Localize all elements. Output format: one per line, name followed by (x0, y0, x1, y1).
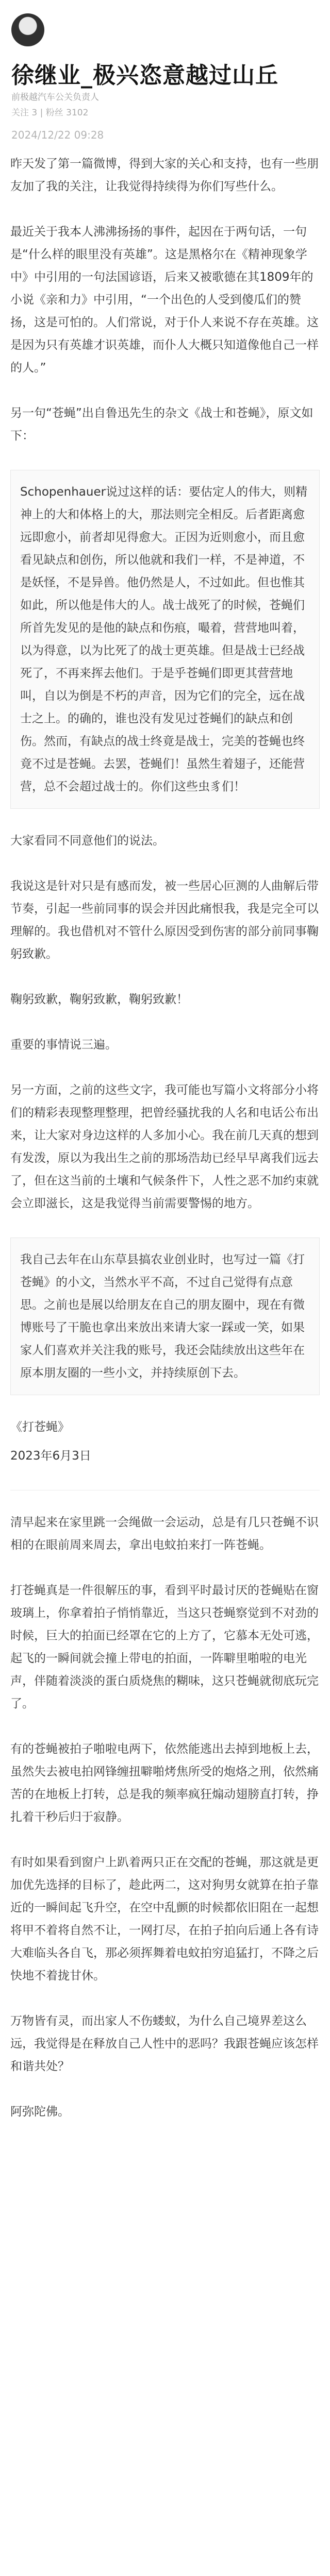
author-stats: 关注 3 | 粉丝 3102 (11, 108, 89, 118)
avatar[interactable] (11, 13, 44, 46)
essay-paragraph: 打苍蝇真是一件很解压的事，看到平时最讨厌的苍蝇贴在窗玻璃上，你拿着拍子悄悄靠近，当这只苍蝇察觉到不对劲的时候，巨大的拍面已经罩在它的上方了，它慕本无处可逃，起飞的一瞬间就会撞上带电的拍面，一阵噼里啪啦的电光声，伴随着淡淡的蛋白质烧焦的糊味，这只苍蝇就彻底玩完了。 (10, 1584, 319, 1710)
essay-paragraph: 万物皆有灵，而出家人不伤蝼蚁，为什么自己境界差这么远，我觉得是在释放自己人性中的恶吗？我跟苍蝇应该怎样和谐共处？ (10, 2014, 319, 2073)
essay-paragraph: 有的苍蝇被拍子啪啦电两下，依然能逃出去掉到地板上去，虽然失去被电拍网锋缠扭噼啪烤焦所受的炮烙之刑，依然痛苦的在地板上打转，总是我的频率疯狂煽动翅膀直打转，挣扎着干秒后归于寂静。 (10, 1742, 319, 1824)
post-content (10, 152, 320, 2123)
essay-title: 《打苍蝇》 (10, 1420, 70, 1434)
quote-text: Schopenhauer说过这样的话：要估定人的伟大，则精神上的大和体格上的大，那法则完全相反。后者距离愈远即愈小，前者却见得愈大。正因为近则愈小，而且愈看见缺点和创伤，所以他就和我们一样，不是神道，不是妖怪，不是异兽。他仍然是人，不过如此。但也惟其如此，所以他是伟大的人。战士战死了的时候，苍蝇们所首先发见的是他的缺点和伤痕，嘬着，营营地叫着，以为得意，以为比死了的战士更英雄。但是战士已经战死了，不再来挥去他们。于是乎苍蝇们即更其营营地叫，自以为倒是不朽的声音，因为它们的完全，远在战士之上。的确的，谁也没有发见过苍蝇们的缺点和创伤。然而，有缺点的战士终竟是战士，完美的苍蝇也终竟不过是苍蝇。去罢，苍蝇们！虽然生着翅子，还能营营，总不会超过战士的。你们这些虫豸们！ (20, 485, 308, 793)
post-timestamp: 2024/12/22 09:28 (11, 129, 104, 141)
paragraph: 重要的事情说三遍。 (10, 1038, 117, 1052)
profile-header (0, 0, 330, 103)
paragraph: 昨天发了第一篇微博，得到大家的关心和支持，也有一些朋友加了我的关注，让我觉得持续得为你们写些什么。 (10, 157, 319, 193)
paragraph: 最近关于我本人沸沸扬扬的事件，起因在于两句话，一句是“什么样的眼里没有英雄”。这是黑格尔在《精神现象学中》中引用的一句法国谚语，后来又被歌德在其1809年的小说《亲和力》中引用，“一个出色的人受到傻瓜们的赞扬，这是可怕的。人们常说，对于仆人来说不存在英雄。这是因为只有英雄才识英雄，而仆人大概只知道像他自己一样的人。” (10, 225, 319, 375)
quote-box (10, 470, 320, 809)
author-row (0, 101, 330, 122)
paragraph: 大家看同不同意他们的说法。 (10, 834, 164, 848)
paragraph: 另一方面，之前的这些文字，我可能也写篇小文将部分小将们的精彩表现整理整理，把曾经骚扰我的人名和电话公布出来，让大家对身边这样的人多加小心。我在前几天真的想到有发泼，原以为我出生之前的那场浩劫已经早早离我们远去了，但在这当前的土壤和气候条件下，人性之恶不加约束就会立即滋长，这是我觉得当前需要警惕的地方。 (10, 1083, 319, 1210)
essay-paragraph: 阿弥陀佛。 (10, 2105, 70, 2119)
essay-date: 2023年6月3日 (10, 1449, 91, 1463)
essay-paragraph: 清早起来在家里跳一会绳做一会运动，总是有几只苍蝇不识相的在眼前周来周去，拿出电蚊拍来打一阵苍蝇。 (10, 1516, 319, 1552)
account-title[interactable]: 徐继业_极兴恣意越过山丘 (11, 62, 278, 89)
quote-box (10, 1238, 320, 1395)
paragraph: 鞠躬致歉，鞠躬致歉，鞠躬致歉！ (10, 993, 188, 1006)
paragraph: 我自己去年在山东草县搞农业创业时，也写过一篇《打苍蝇》的小文，当然水平不高，不过自己觉得有点意思。之前也是展以给朋友在自己的朋友圈中，现在有微博账号了干脆也拿出来放出来请大家一踩或一笑，如果家人们喜欢并关注我的账号，我还会陆续放出这些年在原本朋友圈的一些小文，并持续原创下去。 (20, 1253, 305, 1380)
paragraph: 另一句“苍蝇”出自鲁迅先生的杂文《战士和苍蝇》，原文如下： (10, 406, 314, 443)
essay-paragraph: 有时如果看到窗户上趴着两只正在交配的苍蝇，那这就是更加优先选择的目标了，趁此两二，这对狗男女就算在拍子靠近的一瞬间起飞升空，在空中乱颤的时候都依旧阻在一起想将甲不着将自然不让，一网打尽，在拍子拍向后通上各有诗大难临头各自飞，那必须挥舞着电蚊拍穷追猛打，不降之后快地不着拢甘休。 (10, 1856, 319, 1982)
account-subtitle: 前极越汽车公关负责人 (11, 92, 99, 103)
paragraph: 我说这是针对只是有感而发，被一些居心叵测的人曲解后带节奏，引起一些前同事的误会并因此痛恨我，我是完全可以理解的。我也借机对不管什么原因受到伤害的部分前同事鞠躬致歉。 (10, 879, 319, 961)
